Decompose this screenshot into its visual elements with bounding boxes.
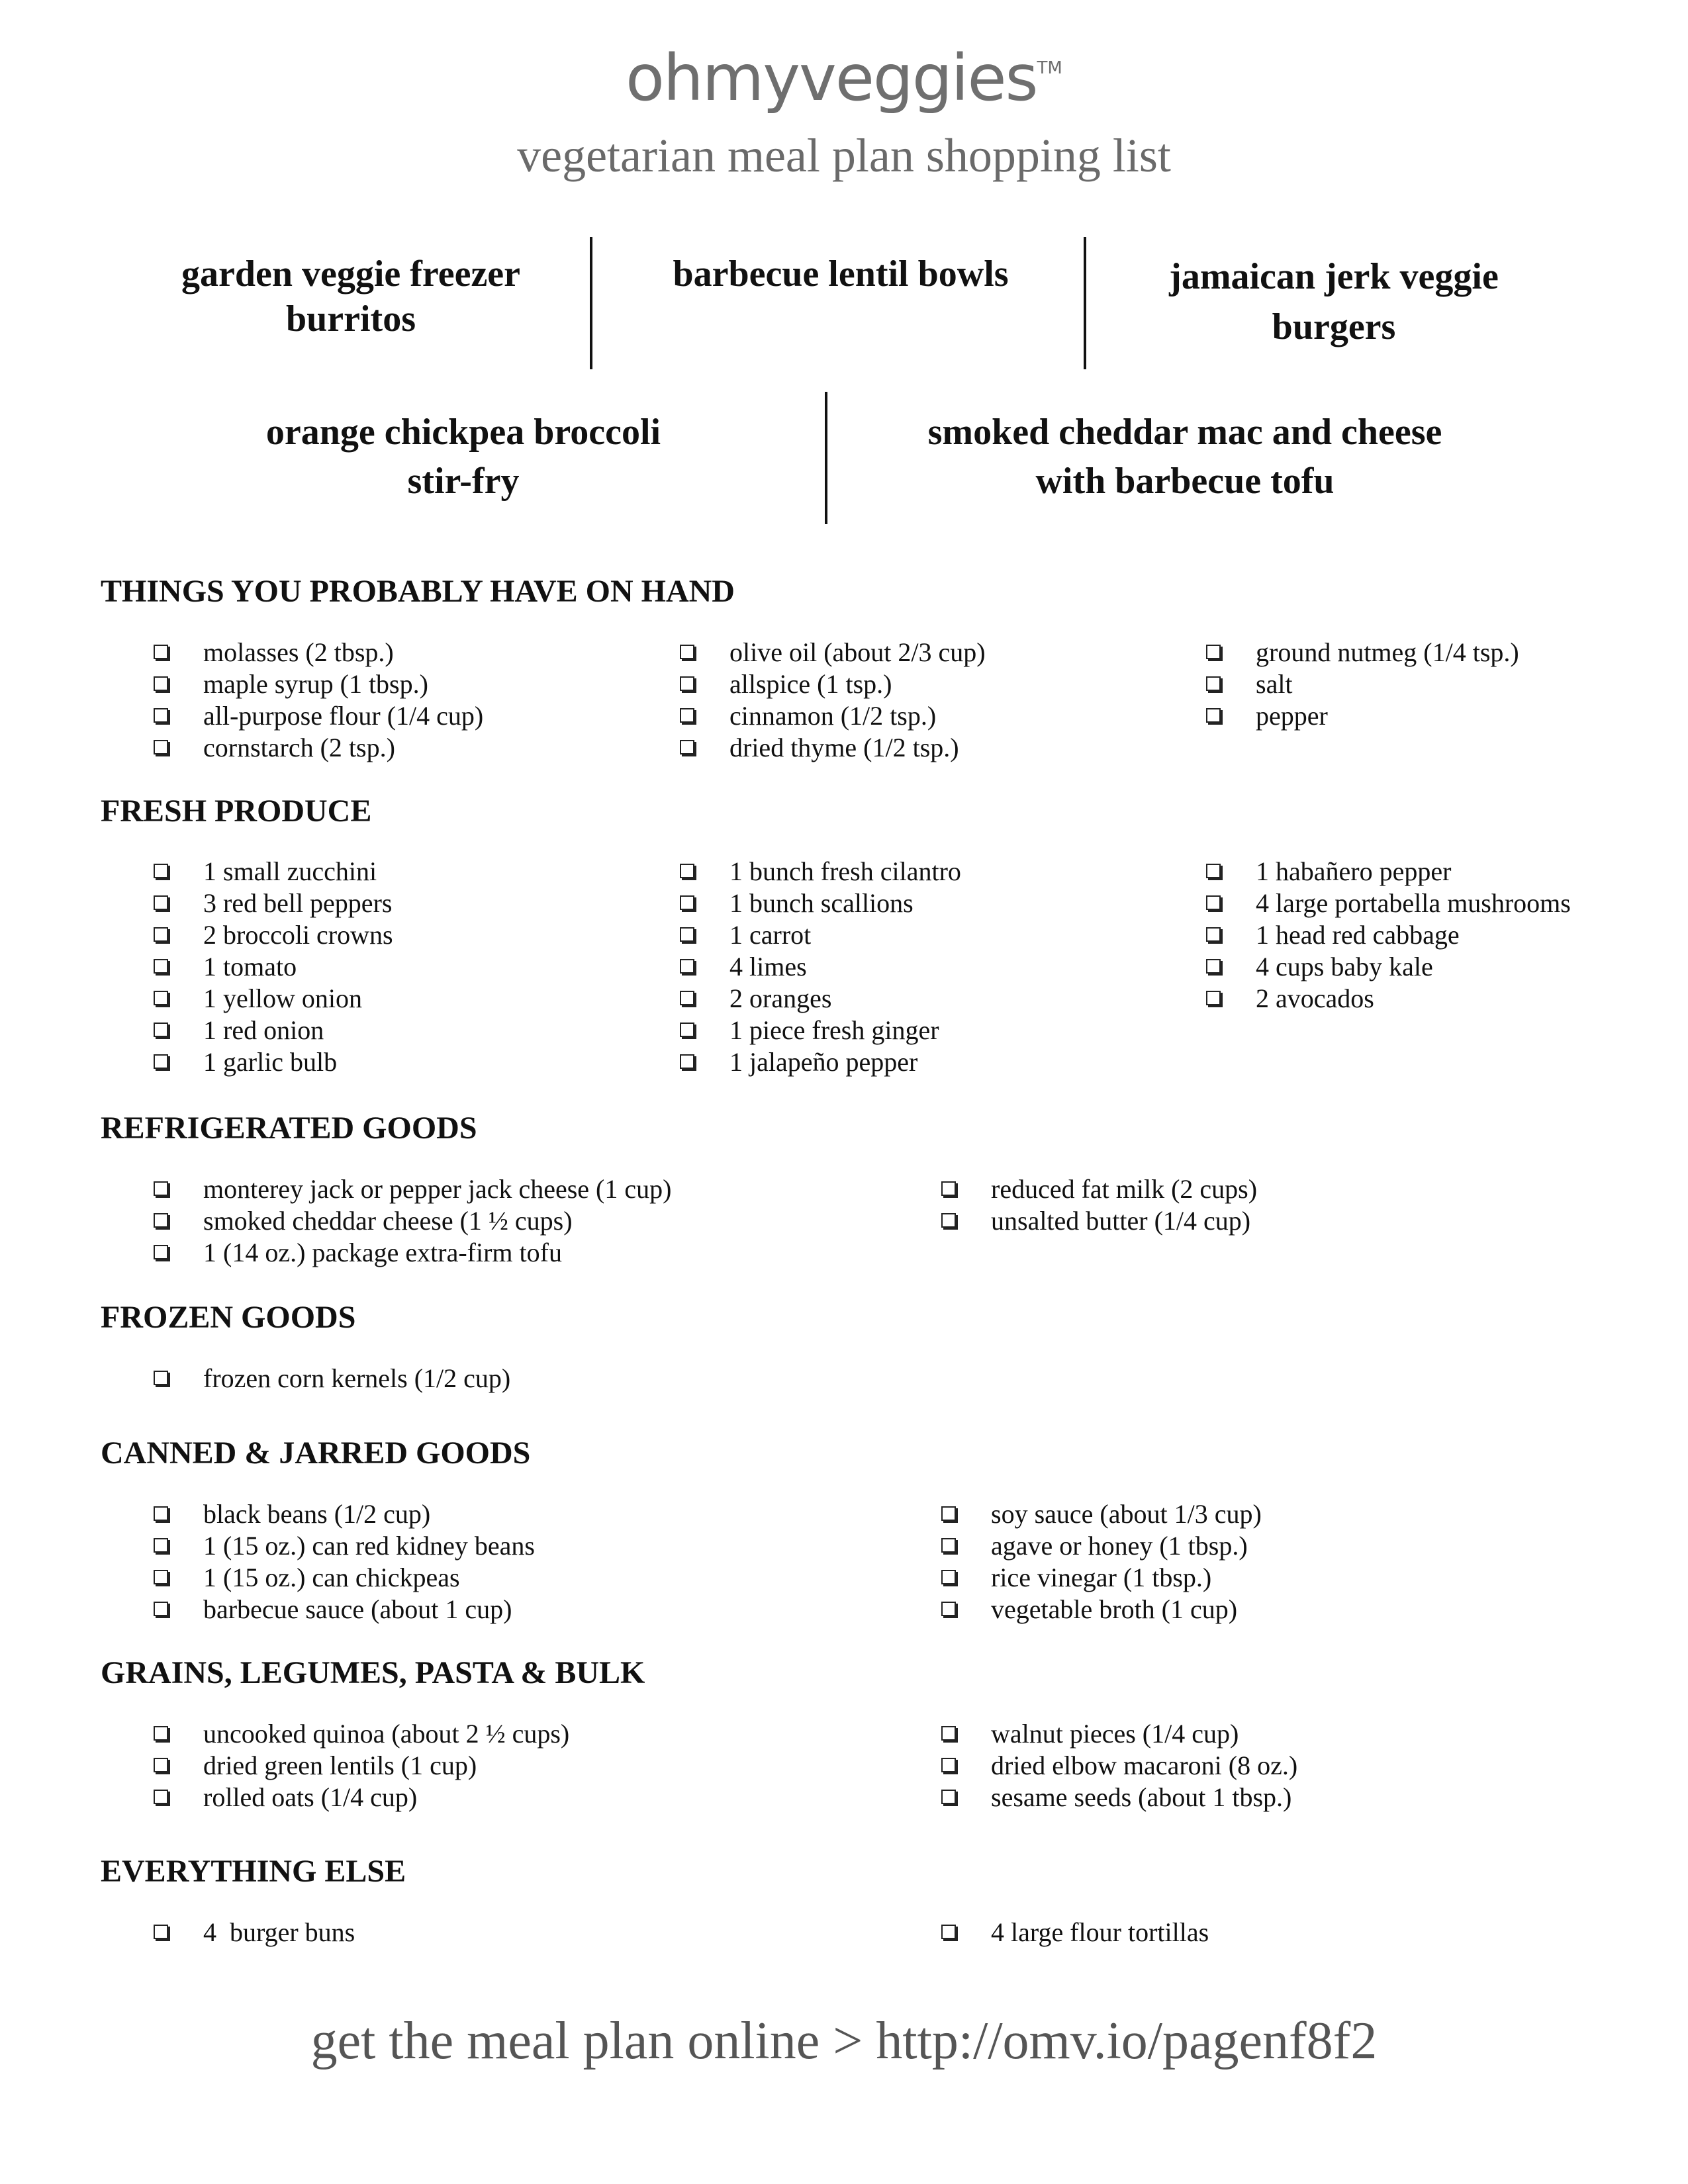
canned-column-1 <box>154 1498 535 1625</box>
checkbox-icon[interactable] <box>154 676 168 691</box>
meal-title-4 <box>199 408 728 506</box>
page-subtitle: vegetarian meal plan shopping list <box>517 129 1171 182</box>
list-item[interactable]: smoked cheddar cheese (1 ½ cups) <box>154 1205 671 1236</box>
checkbox-icon[interactable] <box>1206 676 1221 691</box>
section-heading-refrigerated: REFRIGERATED GOODS <box>101 1111 477 1146</box>
list-item[interactable]: 1 jalapeño pepper <box>680 1046 961 1077</box>
canned-column-2 <box>941 1498 1262 1625</box>
list-item[interactable]: barbecue sauce (about 1 cup) <box>154 1593 535 1625</box>
checkbox-icon[interactable] <box>1206 708 1221 723</box>
list-item[interactable]: dried elbow macaroni (8 oz.) <box>941 1749 1297 1781</box>
meal-title-5 <box>867 408 1503 506</box>
frozen-column-1 <box>154 1362 510 1394</box>
list-item[interactable]: 1 red onion <box>154 1014 393 1046</box>
meal-title-1 <box>146 251 556 341</box>
list-item[interactable]: all-purpose flour (1/4 cup) <box>154 700 483 731</box>
list-item[interactable]: black beans (1/2 cup) <box>154 1498 535 1529</box>
checkbox-icon[interactable] <box>154 1245 168 1259</box>
list-item[interactable]: 1 tomato <box>154 950 393 982</box>
list-item[interactable]: maple syrup (1 tbsp.) <box>154 668 483 700</box>
list-item[interactable]: uncooked quinoa (about 2 ½ cups) <box>154 1717 569 1749</box>
checkbox-icon[interactable] <box>941 1213 956 1228</box>
checkbox-icon[interactable] <box>1206 895 1221 910</box>
checkbox-icon[interactable] <box>941 1181 956 1196</box>
checkbox-icon[interactable] <box>154 1506 168 1521</box>
meal-title-1-line1: garden veggie freezer <box>181 253 521 295</box>
list-item[interactable]: 1 bunch scallions <box>680 887 961 919</box>
meal-divider <box>825 392 827 524</box>
checkbox-icon[interactable] <box>154 1213 168 1228</box>
section-heading-fresh-produce: FRESH PRODUCE <box>101 794 372 829</box>
checkbox-icon[interactable] <box>154 1054 168 1069</box>
list-item[interactable]: olive oil (about 2/3 cup) <box>680 636 986 668</box>
list-item[interactable]: 1 small zucchini <box>154 855 393 887</box>
checkbox-icon[interactable] <box>680 991 694 1005</box>
list-item[interactable]: 4 limes <box>680 950 961 982</box>
checkbox-icon[interactable] <box>1206 959 1221 974</box>
checkbox-icon[interactable] <box>1206 864 1221 878</box>
on-hand-column-3 <box>1206 636 1519 731</box>
logo-text: ohmyveggies <box>626 41 1037 115</box>
checkbox-icon[interactable] <box>941 1925 956 1939</box>
list-item[interactable]: 4 burger buns <box>154 1916 355 1948</box>
list-item[interactable]: reduced fat milk (2 cups) <box>941 1173 1257 1205</box>
list-item[interactable]: dried green lentils (1 cup) <box>154 1749 569 1781</box>
everything-else-column-1 <box>154 1916 355 1948</box>
checkbox-icon[interactable] <box>154 1602 168 1616</box>
list-item[interactable]: cornstarch (2 tsp.) <box>154 731 483 763</box>
checkbox-icon[interactable] <box>680 1023 694 1037</box>
list-item[interactable]: pepper <box>1206 700 1519 731</box>
list-item[interactable]: dried thyme (1/2 tsp.) <box>680 731 986 763</box>
checkbox-icon[interactable] <box>1206 991 1221 1005</box>
checkbox-icon[interactable] <box>941 1602 956 1616</box>
meal-plan-link[interactable]: get the meal plan online > http://omv.io/pagenf8f2 <box>310 2012 1378 2070</box>
checkbox-icon[interactable] <box>680 1054 694 1069</box>
meal-title-1-line2: burritos <box>286 298 416 340</box>
meal-title-3-line2: burgers <box>1272 306 1396 347</box>
checkbox-icon[interactable] <box>154 645 168 659</box>
list-item[interactable]: 1 carrot <box>680 919 961 950</box>
meal-title-5-line1: smoked cheddar mac and cheese <box>927 412 1442 453</box>
checkbox-icon[interactable] <box>941 1538 956 1553</box>
meal-title-3 <box>1119 251 1549 352</box>
checkbox-icon[interactable] <box>1206 645 1221 659</box>
list-item[interactable]: salt <box>1206 668 1519 700</box>
checkbox-icon[interactable] <box>154 1570 168 1584</box>
list-item[interactable]: cinnamon (1/2 tsp.) <box>680 700 986 731</box>
list-item[interactable]: ground nutmeg (1/4 tsp.) <box>1206 636 1519 668</box>
refrigerated-column-1 <box>154 1173 671 1268</box>
grains-column-2 <box>941 1717 1297 1813</box>
checkbox-icon[interactable] <box>154 740 168 754</box>
list-item[interactable]: 2 avocados <box>1206 982 1571 1014</box>
list-item[interactable]: 4 large portabella mushrooms <box>1206 887 1571 919</box>
checkbox-icon[interactable] <box>680 959 694 974</box>
grains-column-1 <box>154 1717 569 1813</box>
list-item[interactable]: 1 yellow onion <box>154 982 393 1014</box>
logo-trademark: TM <box>1037 58 1062 78</box>
brand-logo <box>0 41 1688 115</box>
meal-title-2-line1: barbecue lentil bowls <box>673 253 1009 295</box>
list-item[interactable]: vegetable broth (1 cup) <box>941 1593 1262 1625</box>
checkbox-icon[interactable] <box>154 1925 168 1939</box>
list-item[interactable]: unsalted butter (1/4 cup) <box>941 1205 1257 1236</box>
meal-title-4-line2: stir-fry <box>407 461 520 502</box>
produce-column-2 <box>680 855 961 1077</box>
checkbox-icon[interactable] <box>941 1758 956 1772</box>
meal-title-2 <box>622 251 1059 296</box>
section-heading-frozen: FROZEN GOODS <box>101 1300 356 1335</box>
meal-title-5-line2: with barbecue tofu <box>1035 461 1335 502</box>
list-item[interactable]: 1 habañero pepper <box>1206 855 1571 887</box>
produce-column-3 <box>1206 855 1571 1014</box>
section-heading-everything-else: EVERYTHING ELSE <box>101 1854 406 1889</box>
list-item[interactable]: frozen corn kernels (1/2 cup) <box>154 1362 510 1394</box>
checkbox-icon[interactable] <box>680 864 694 878</box>
checkbox-icon[interactable] <box>941 1570 956 1584</box>
list-item[interactable]: 4 large flour tortillas <box>941 1916 1209 1948</box>
checkbox-icon[interactable] <box>680 895 694 910</box>
list-item[interactable]: 1 bunch fresh cilantro <box>680 855 961 887</box>
list-item[interactable]: 2 broccoli crowns <box>154 919 393 950</box>
list-item[interactable]: 1 piece fresh ginger <box>680 1014 961 1046</box>
checkbox-icon[interactable] <box>154 708 168 723</box>
checkbox-icon[interactable] <box>154 1758 168 1772</box>
list-item[interactable]: 1 (15 oz.) can chickpeas <box>154 1561 535 1593</box>
checkbox-icon[interactable] <box>941 1790 956 1804</box>
produce-column-1 <box>154 855 393 1077</box>
meal-divider <box>590 237 592 369</box>
list-item[interactable]: soy sauce (about 1/3 cup) <box>941 1498 1262 1529</box>
refrigerated-column-2 <box>941 1173 1257 1236</box>
checkbox-icon[interactable] <box>941 1726 956 1741</box>
checkbox-icon[interactable] <box>941 1506 956 1521</box>
checkbox-icon[interactable] <box>154 864 168 878</box>
meal-divider <box>1084 237 1086 369</box>
checkbox-icon[interactable] <box>680 645 694 659</box>
list-item[interactable]: rolled oats (1/4 cup) <box>154 1781 569 1813</box>
list-item[interactable]: monterey jack or pepper jack cheese (1 cup) <box>154 1173 671 1205</box>
list-item[interactable]: rice vinegar (1 tbsp.) <box>941 1561 1262 1593</box>
list-item[interactable]: sesame seeds (about 1 tbsp.) <box>941 1781 1297 1813</box>
everything-else-column-2 <box>941 1916 1209 1948</box>
checkbox-icon[interactable] <box>154 927 168 942</box>
list-item[interactable]: walnut pieces (1/4 cup) <box>941 1717 1297 1749</box>
list-item[interactable]: 1 head red cabbage <box>1206 919 1571 950</box>
list-item[interactable]: 4 cups baby kale <box>1206 950 1571 982</box>
list-item[interactable]: 1 (14 oz.) package extra-firm tofu <box>154 1236 671 1268</box>
list-item[interactable]: molasses (2 tbsp.) <box>154 636 483 668</box>
checkbox-icon[interactable] <box>154 1371 168 1385</box>
meal-title-4-line1: orange chickpea broccoli <box>265 412 661 453</box>
checkbox-icon[interactable] <box>680 676 694 691</box>
checkbox-icon[interactable] <box>1206 927 1221 942</box>
checkbox-icon[interactable] <box>680 708 694 723</box>
checkbox-icon[interactable] <box>154 895 168 910</box>
checkbox-icon[interactable] <box>154 1538 168 1553</box>
list-item[interactable]: 1 (15 oz.) can red kidney beans <box>154 1529 535 1561</box>
checkbox-icon[interactable] <box>154 991 168 1005</box>
list-item[interactable]: 3 red bell peppers <box>154 887 393 919</box>
list-item[interactable]: 1 garlic bulb <box>154 1046 393 1077</box>
section-heading-canned-jarred: CANNED & JARRED GOODS <box>101 1435 531 1471</box>
checkbox-icon[interactable] <box>680 927 694 942</box>
checkbox-icon[interactable] <box>154 1181 168 1196</box>
list-item[interactable]: agave or honey (1 tbsp.) <box>941 1529 1262 1561</box>
meal-title-3-line1: jamaican jerk veggie <box>1169 256 1499 297</box>
section-heading-grains: GRAINS, LEGUMES, PASTA & BULK <box>101 1655 645 1690</box>
list-item[interactable]: 2 oranges <box>680 982 961 1014</box>
checkbox-icon[interactable] <box>154 1790 168 1804</box>
on-hand-column-1 <box>154 636 483 763</box>
checkbox-icon[interactable] <box>154 1023 168 1037</box>
checkbox-icon[interactable] <box>154 1726 168 1741</box>
checkbox-icon[interactable] <box>154 959 168 974</box>
on-hand-column-2 <box>680 636 986 763</box>
list-item[interactable]: allspice (1 tsp.) <box>680 668 986 700</box>
section-heading-on-hand: THINGS YOU PROBABLY HAVE ON HAND <box>101 574 735 609</box>
checkbox-icon[interactable] <box>680 740 694 754</box>
